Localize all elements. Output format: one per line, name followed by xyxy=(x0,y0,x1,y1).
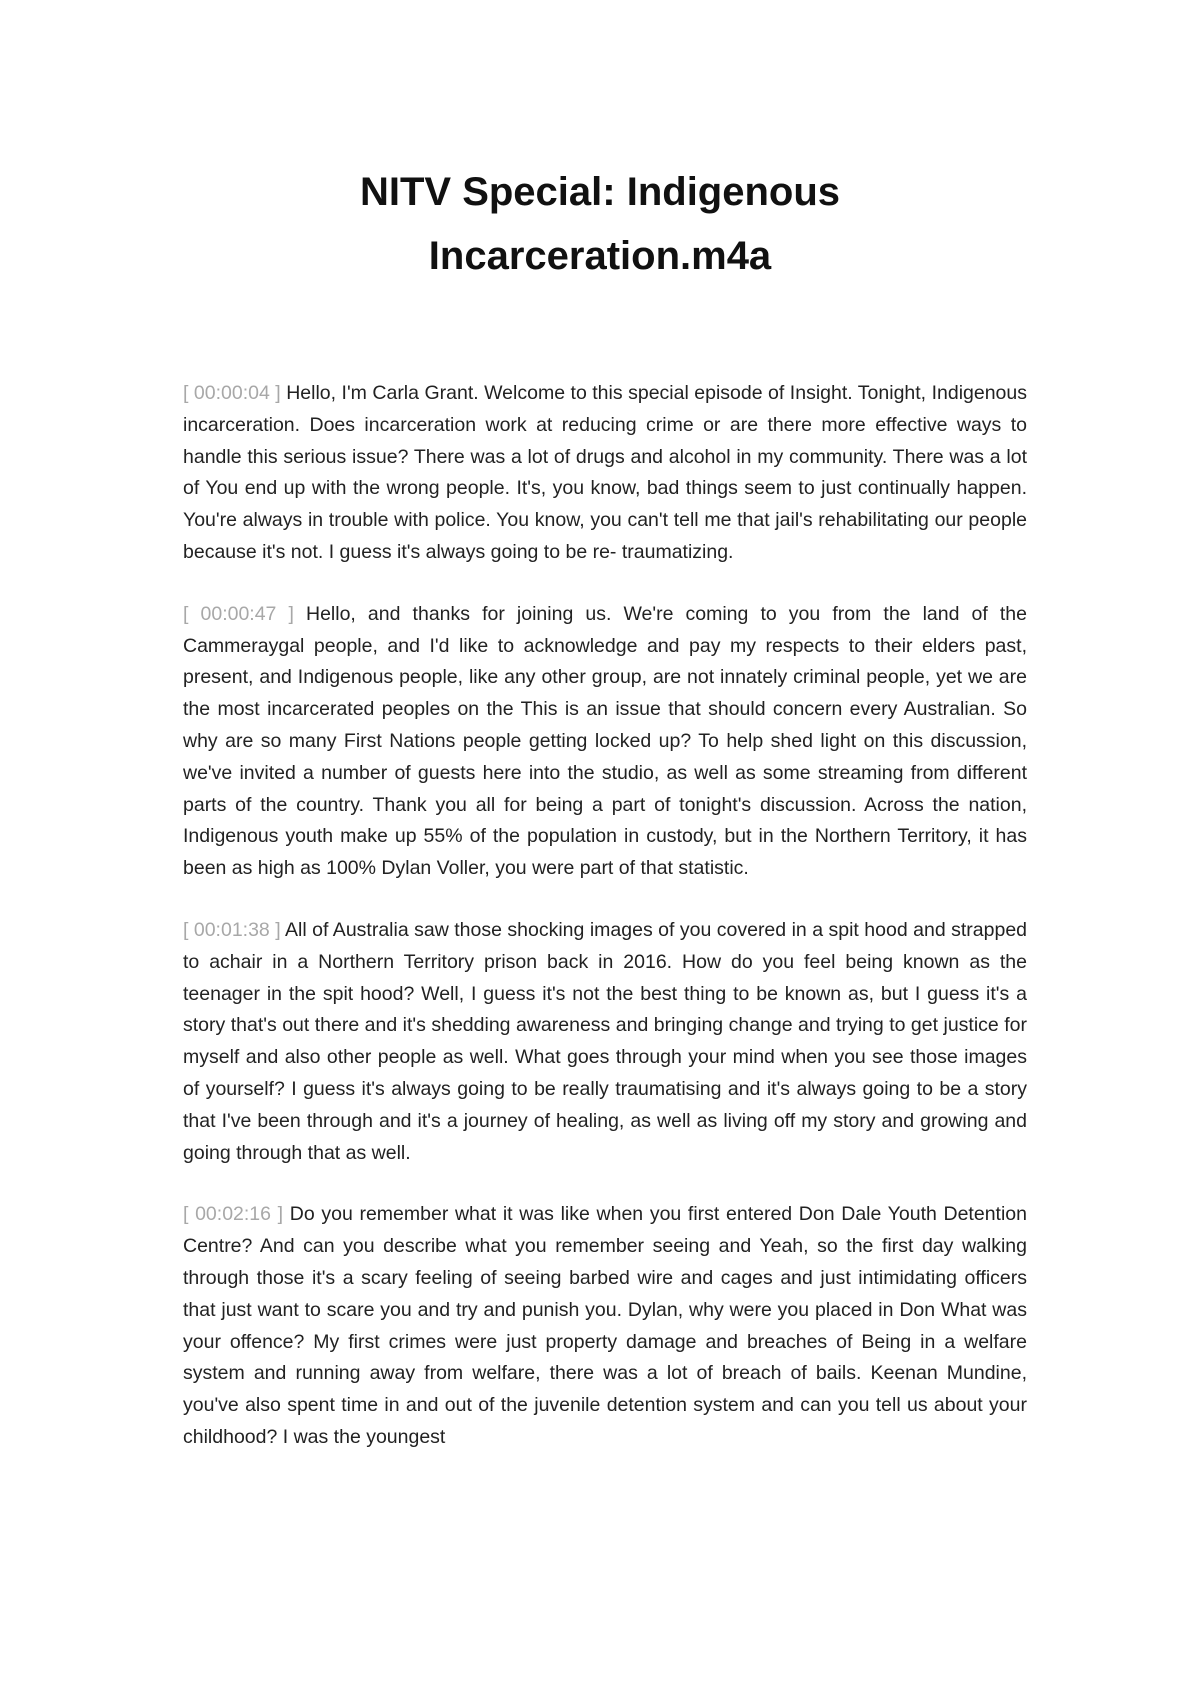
segment-text: Hello, and thanks for joining us. We're coming to you from the land of the Cammeraygal people, and I'd like to acknowledge and pay my respects to their elders past, present, and Indigenous people, like any other group, are not innately criminal people, yet we are the most incarcerated peoples on the This is an issue that should concern every Australian. So why are so many First Nations people getting locked up? To help shed light on this discussion, we've invited a number of guests here into the studio, as well as some streaming from different parts of the country. Thank you all for being a part of tonight's discussion. Across the nation, Indigenous youth make up 55% of the population in custody, but in the Northern Territory, it has been as high as 100% Dylan Voller, you were part of that statistic. xyxy=(183,602,1027,880)
segment-text: Do you remember what it was like when you first entered Don Dale Youth Detention Centre? And can you describe what you remember seeing and Yeah, so the first day walking through those it's a scary feeling of seeing barbed wire and cages and just intimidating officers that just want to scare you and try and punish you. Dylan, why were you placed in Don What was your offence? My first crimes were just property damage and breaches of Being in a welfare system and running away from welfare, there was a lot of breach of bails. Keenan Mundine, you've also spent time in and out of the juvenile detention system and can you tell us about your childhood? I was the youngest xyxy=(183,1203,1027,1448)
segment-timestamp: [ 00:01:38 ] xyxy=(183,918,281,941)
segment-timestamp: [ 00:00:04 ] xyxy=(183,382,281,404)
document-title: NITV Special: Indigenous Incarceration.m4a xyxy=(359,170,841,278)
segment-text: All of Australia saw those shocking images of you covered in a spit hood and strapped to achair in a Northern Territory prison back in 2016. How do you feel being known as the teenager in the spit hood? Well, I guess it's not the best thing to be known as, but I guess it's a story that's out there and it's shedding awareness and bringing change and trying to get justice for myself and also other people as well. What goes through your mind when you see those images of yourself? I guess it's always going to be really traumatising and it's always going to be a story that I've been through and it's a journey of healing, as well as living off my story and growing and going through that as well. xyxy=(183,918,1028,1164)
transcript-body xyxy=(183,378,1027,1484)
segment-text: Hello, I'm Carla Grant. Welcome to this special episode of Insight. Tonight, Indigenous incarceration. Does incarceration work at reducing crime or are there more effective ways to handle this serious issue? There was a lot of drugs and alcohol in my community. There was a lot of You end up with the wrong people. It's, you know, bad things seem to just continually happen. You're always in trouble with police. You know, you can't tell me that jail's rehabilitating our people because it's not. I guess it's always going to be re- traumatizing. xyxy=(183,382,1027,563)
segment-timestamp: [ 00:02:16 ] xyxy=(183,1203,284,1226)
transcript-segment xyxy=(183,378,1027,569)
transcript-segment xyxy=(183,599,1027,885)
transcript-segment xyxy=(183,1199,1027,1453)
transcript-segment xyxy=(183,915,1027,1169)
segment-timestamp: [ 00:00:47 ] xyxy=(183,602,294,625)
